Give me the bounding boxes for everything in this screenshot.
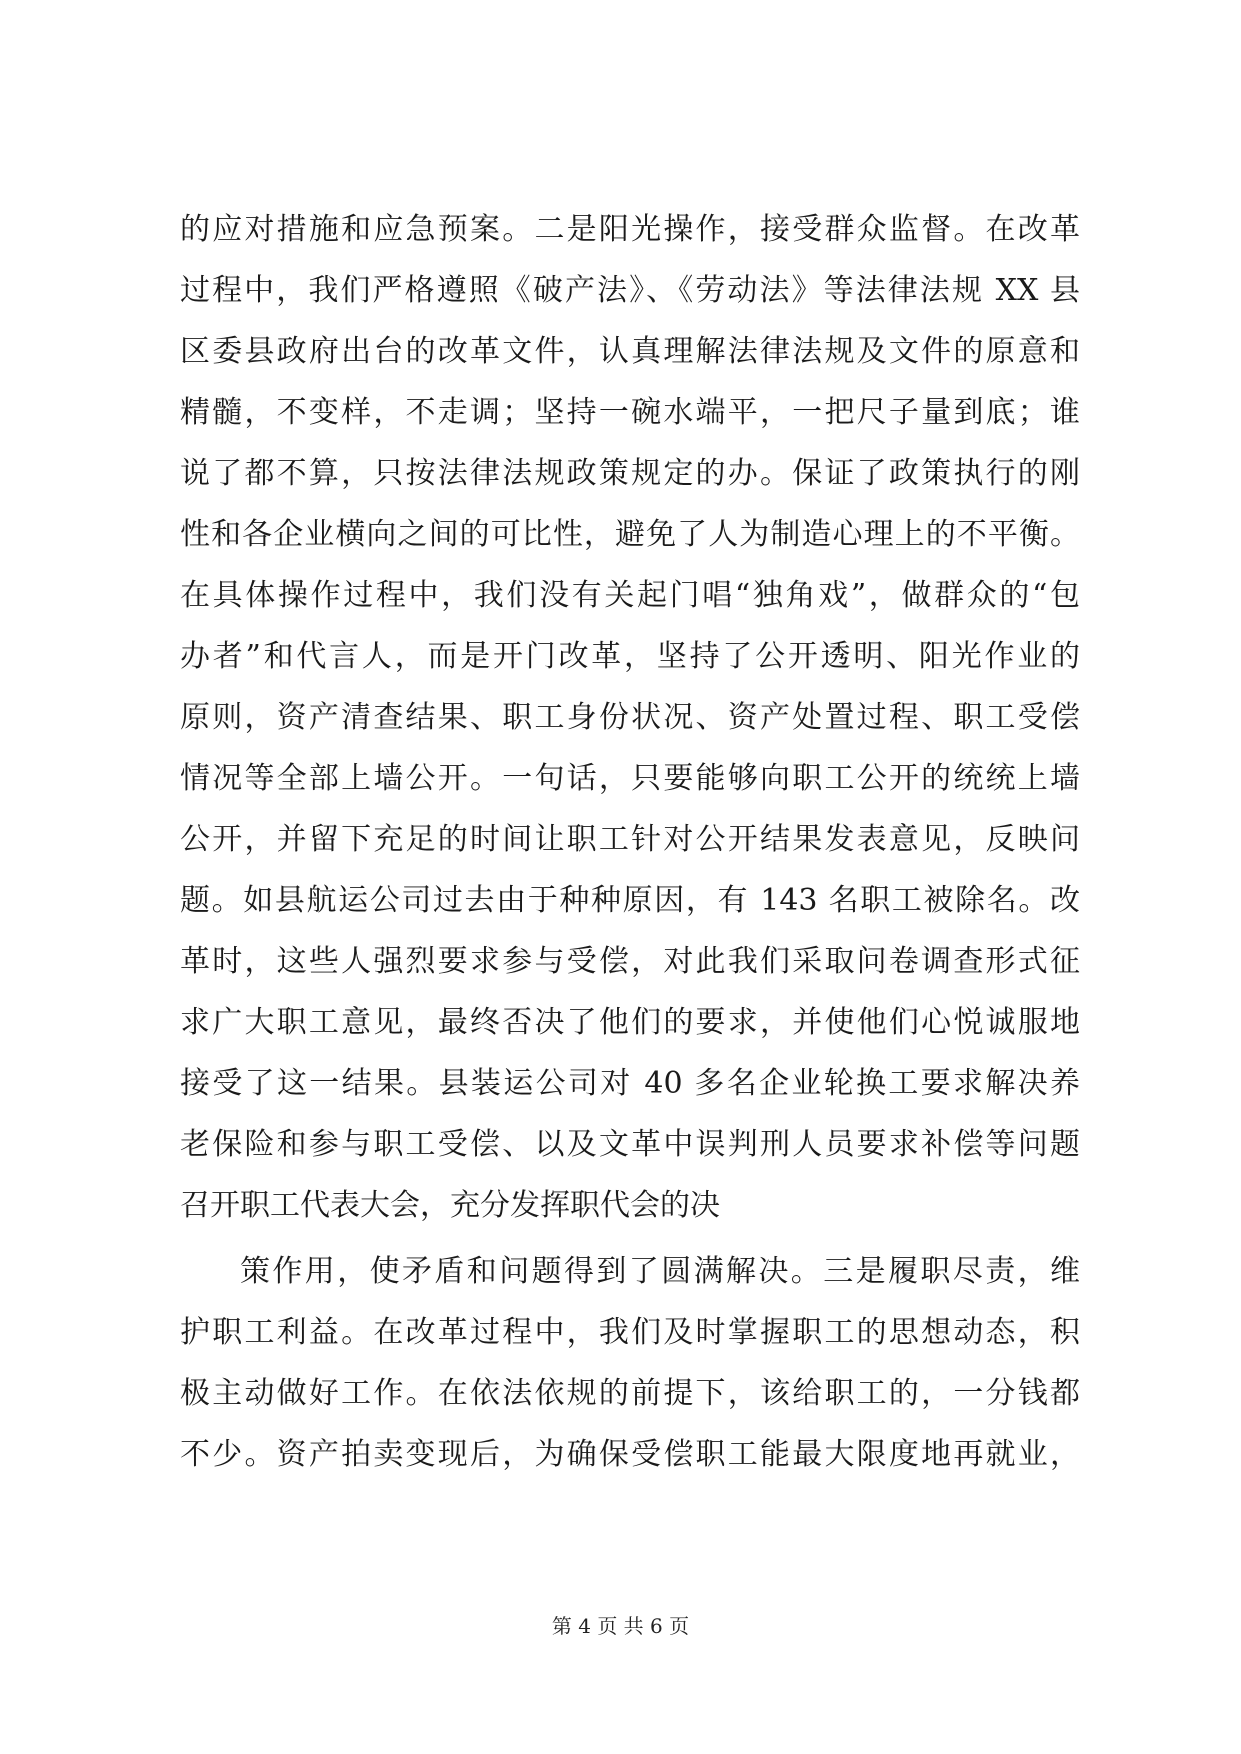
- body-text-line: 性和各企业横向之间的可比性，避免了人为制造心理上的不平衡。: [180, 517, 1080, 552]
- body-text-line: 办者”和代言人，而是开门改革，坚持了公开透明、阳光作业的: [180, 639, 1080, 674]
- body-text-line: 精髓，不变样，不走调；坚持一碗水端平，一把尺子量到底；谁: [180, 395, 1080, 430]
- body-text-line: 护职工利益。在改革过程中，我们及时掌握职工的思想动态，积: [180, 1315, 1080, 1350]
- body-text-line: 老保险和参与职工受偿、以及文革中误判刑人员要求补偿等问题: [180, 1127, 1080, 1162]
- paragraph-start-line: 策作用，使矛盾和问题得到了圆满解决。三是履职尽责，维: [240, 1254, 1080, 1289]
- body-text-line: 极主动做好工作。在依法依规的前提下，该给职工的，一分钱都: [180, 1376, 1080, 1411]
- body-text-line: 召开职工代表大会，充分发挥职代会的决: [180, 1188, 720, 1223]
- body-text-line: 公开，并留下充足的时间让职工针对公开结果发表意见，反映问: [180, 822, 1080, 857]
- body-text-line: 情况等全部上墙公开。一句话，只要能够向职工公开的统统上墙: [180, 761, 1080, 796]
- body-text-line: 在具体操作过程中，我们没有关起门唱“独角戏”，做群众的“包: [180, 578, 1080, 613]
- body-text-line: 原则，资产清查结果、职工身份状况、资产处置过程、职工受偿: [180, 700, 1080, 735]
- body-text-line: 题。如县航运公司过去由于种种原因，有 143 名职工被除名。改: [180, 883, 1080, 918]
- body-text-line: 的应对措施和应急预案。二是阳光操作，接受群众监督。在改革: [180, 212, 1080, 247]
- body-text-line: 革时，这些人强烈要求参与受偿，对此我们采取问卷调查形式征: [180, 944, 1080, 979]
- body-text-line: 过程中，我们严格遵照《破产法》、《劳动法》等法律法规 XX 县: [180, 273, 1080, 308]
- body-text-line: 说了都不算，只按法律法规政策规定的办。保证了政策执行的刚: [180, 456, 1080, 491]
- body-text-line: 求广大职工意见，最终否决了他们的要求，并使他们心悦诚服地: [180, 1005, 1080, 1040]
- body-text-line: 区委县政府出台的改革文件，认真理解法律法规及文件的原意和: [180, 334, 1080, 369]
- body-text-line: 接受了这一结果。县装运公司对 40 多名企业轮换工要求解决养: [180, 1066, 1080, 1101]
- body-text-line: 不少。资产拍卖变现后，为确保受偿职工能最大限度地再就业，: [180, 1437, 1080, 1472]
- page-number-footer: 第 4 页 共 6 页: [551, 1614, 690, 1638]
